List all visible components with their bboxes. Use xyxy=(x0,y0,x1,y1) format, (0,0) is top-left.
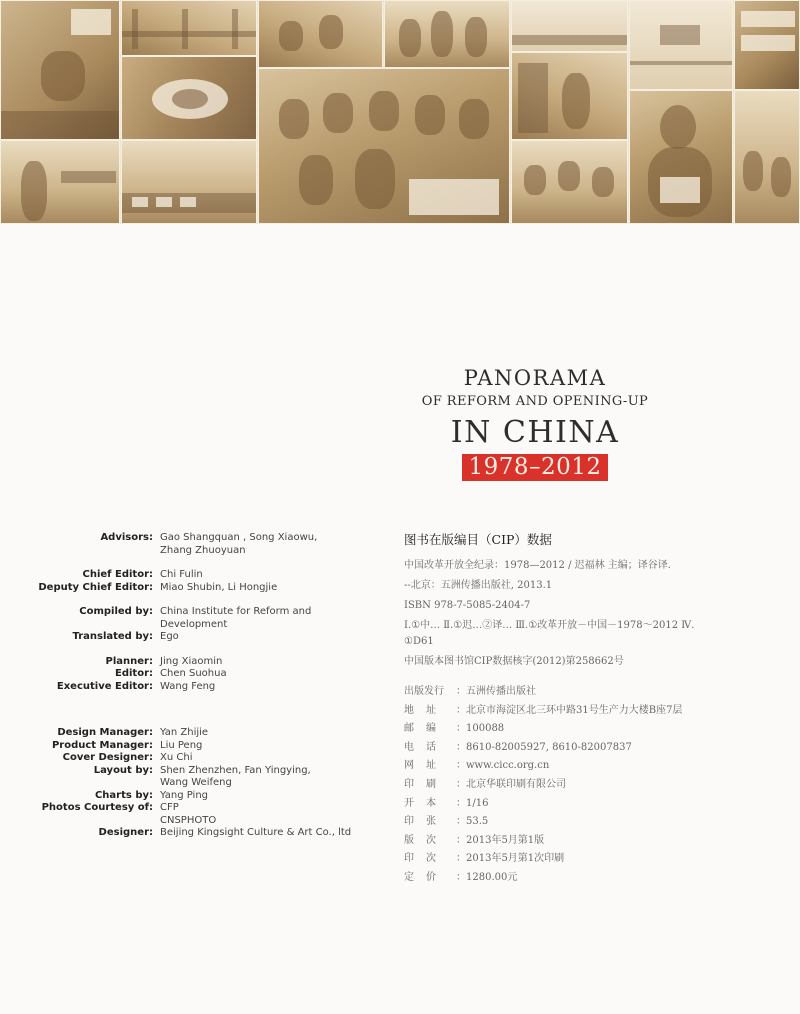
cip-line: ①D61 xyxy=(404,636,434,647)
collage-photo-crowd-right xyxy=(734,90,800,224)
credit-label: Cover Designer: xyxy=(62,752,153,763)
credit-label: Charts by: xyxy=(94,789,153,801)
credit-value xyxy=(160,569,370,582)
credit-label: Photos Courtesy of: xyxy=(41,802,153,813)
book-title-block xyxy=(410,366,660,481)
publication-separator: ： xyxy=(456,834,466,846)
collage-photo-celebration xyxy=(384,0,510,68)
credit-value xyxy=(160,752,370,765)
credit-label: Product Manager: xyxy=(51,739,153,751)
credit-value-line: Development xyxy=(160,618,228,630)
credit-row xyxy=(30,569,370,582)
publication-separator: ： xyxy=(456,816,466,828)
credit-value xyxy=(160,631,370,644)
credit-value xyxy=(160,532,370,557)
collage-photo-stadium xyxy=(121,56,257,140)
title-line-subtitle: OF REFORM AND OPENING-UP xyxy=(421,394,649,409)
collage-photo-factory-hall xyxy=(121,0,257,56)
credit-group xyxy=(30,656,370,694)
credit-value xyxy=(160,606,370,631)
collage-photo-woman-portrait xyxy=(629,90,733,224)
credit-value xyxy=(160,656,370,669)
credit-label: Executive Editor: xyxy=(56,680,153,692)
credit-value xyxy=(160,681,370,694)
credit-value-line: Zhang Zhuoyuan xyxy=(160,544,246,556)
publication-value: 北京华联印刷有限公司 xyxy=(466,778,566,790)
collage-photo-street xyxy=(511,0,628,52)
publication-row xyxy=(404,872,794,884)
publication-value: www.cicc.org.cn xyxy=(466,760,550,772)
publication-key: 开本 xyxy=(404,797,448,809)
credit-value-line: Wang Weifeng xyxy=(160,777,232,788)
collage-photo-factory xyxy=(511,52,628,140)
publication-key: 印刷 xyxy=(404,778,448,790)
title-line-panorama: PANORAMA xyxy=(463,366,607,390)
publication-value: 1280.00元 xyxy=(466,871,518,883)
credit-group xyxy=(30,532,370,557)
photo-collage-banner xyxy=(0,0,800,224)
publication-value: 8610-82005927, 8610-82007837 xyxy=(466,741,632,753)
publication-value: 2013年5月第1次印刷 xyxy=(466,853,565,865)
collage-photo-leaders-meeting xyxy=(258,68,510,224)
credit-label: Design Manager: xyxy=(57,727,153,738)
credit-row xyxy=(30,532,370,557)
credit-value xyxy=(160,582,370,595)
cip-line: 中国改革开放全纪录：1978—2012 / 迟福林 主编；译谷译. xyxy=(404,560,671,571)
credit-value-line: Gao Shangquan , Song Xiaowu, xyxy=(160,532,318,543)
credit-label: Translated by: xyxy=(72,631,153,642)
publication-key: 印张 xyxy=(404,816,448,828)
credit-group xyxy=(30,569,370,594)
credit-value-line: Chi Fulin xyxy=(160,569,203,580)
credit-label: Deputy Chief Editor: xyxy=(38,581,153,593)
publication-row xyxy=(404,760,794,772)
publication-separator: ： xyxy=(456,853,466,865)
publication-row xyxy=(404,686,794,698)
publication-separator: ： xyxy=(456,686,466,697)
publication-row xyxy=(404,705,794,717)
credit-value-line: Jing Xiaomin xyxy=(160,655,223,667)
cip-record-number: 中国版本图书馆CIP数据核字(2012)第258662号 xyxy=(404,656,624,667)
collage-photo-train-station xyxy=(121,140,257,224)
credit-row xyxy=(30,606,370,631)
credit-row xyxy=(30,727,370,740)
credit-value xyxy=(160,668,370,681)
credit-value-line: Wang Feng xyxy=(160,680,216,692)
credit-value xyxy=(160,765,370,790)
publication-key: 网址 xyxy=(404,760,448,772)
collage-photo-children xyxy=(511,140,628,224)
credit-row xyxy=(30,752,370,765)
publication-key: 地址 xyxy=(404,704,448,716)
publication-separator: ： xyxy=(456,723,466,735)
credit-value-line: Ego xyxy=(160,631,179,642)
publication-value: 100088 xyxy=(466,723,505,735)
credit-label: Editor: xyxy=(115,668,153,679)
collage-photo-soldier xyxy=(0,140,120,224)
credit-row xyxy=(30,656,370,669)
credit-label: Planner: xyxy=(105,655,153,667)
credit-label: Designer: xyxy=(98,827,153,838)
credit-value xyxy=(160,802,370,827)
credit-row xyxy=(30,631,370,644)
publication-key: 定价 xyxy=(404,871,448,883)
credit-label: Chief Editor: xyxy=(82,569,153,580)
credit-group xyxy=(30,727,370,840)
collage-photo-truck-road xyxy=(629,0,733,90)
credit-row xyxy=(30,827,370,840)
title-line-in-china: IN CHINA xyxy=(450,415,620,450)
publication-details xyxy=(404,686,794,884)
publication-key: 版次 xyxy=(404,834,448,846)
publication-separator: ： xyxy=(456,704,466,716)
publication-key: 电话 xyxy=(404,741,448,753)
publication-value: 北京市海淀区北三环中路31号生产力大楼B座7层 xyxy=(466,704,683,716)
credit-value-line: Miao Shubin, Li Hongjie xyxy=(160,581,278,593)
cip-line: --北京：五洲传播出版社, 2013.1 xyxy=(404,580,553,591)
credit-row xyxy=(30,740,370,753)
collage-photo-worker xyxy=(0,0,120,140)
publication-value: 1/16 xyxy=(466,797,489,809)
publication-separator: ： xyxy=(456,741,466,753)
credit-value-line: Yan Zhijie xyxy=(160,727,209,738)
publication-separator: ： xyxy=(456,778,466,790)
publication-key: 邮编 xyxy=(404,723,448,735)
credit-value-line: Chen Suohua xyxy=(160,668,227,679)
credit-value xyxy=(160,740,370,753)
publication-row xyxy=(404,723,794,735)
credit-group xyxy=(30,606,370,644)
credit-row xyxy=(30,582,370,595)
credit-value-line: Xu Chi xyxy=(160,752,193,763)
publication-row xyxy=(404,742,794,754)
publication-value: 2013年5月第1版 xyxy=(466,834,545,846)
publication-value: 53.5 xyxy=(466,816,489,828)
publication-row xyxy=(404,798,794,810)
credit-row xyxy=(30,668,370,681)
publication-separator: ： xyxy=(456,871,466,883)
cip-data-block xyxy=(404,530,794,891)
credit-value-line: Beijing Kingsight Culture & Art Co., ltd xyxy=(160,827,352,838)
credit-label: Advisors: xyxy=(100,532,153,543)
credit-row xyxy=(30,765,370,790)
cip-isbn: ISBN 978-7-5085-2404-7 xyxy=(404,600,531,611)
credit-row xyxy=(30,802,370,827)
publication-separator: ： xyxy=(456,797,466,809)
publication-row xyxy=(404,816,794,828)
credit-value-line: Shen Zhenzhen, Fan Yingying, xyxy=(160,764,311,776)
collage-photo-banners xyxy=(734,0,800,90)
credit-label: Compiled by: xyxy=(79,606,153,617)
cip-heading: 图书在版编目（CIP）数据 xyxy=(404,532,552,547)
collage-photo-crowd-small xyxy=(258,0,383,68)
publication-key: 印次 xyxy=(404,853,448,865)
credit-value-line: CFP xyxy=(160,802,179,813)
publication-separator: ： xyxy=(456,760,466,772)
credit-row xyxy=(30,790,370,803)
credits-list xyxy=(30,532,370,852)
publication-key: 出版发行 xyxy=(404,686,444,697)
publication-row xyxy=(404,853,794,865)
credit-value-line: CNSPHOTO xyxy=(160,814,217,826)
credit-value-line: Liu Peng xyxy=(160,739,203,751)
credit-value-line: China Institute for Reform and xyxy=(160,606,312,617)
publication-row xyxy=(404,779,794,791)
publication-row xyxy=(404,835,794,847)
cip-line: Ⅰ.①中… Ⅱ.①迟…②译… Ⅲ.①改革开放－中国－1978～2012 Ⅳ. xyxy=(404,620,695,631)
credit-row xyxy=(30,681,370,694)
title-years-badge: 1978–2012 xyxy=(462,454,607,481)
credit-value xyxy=(160,727,370,740)
credit-value xyxy=(160,827,370,840)
credit-label: Layout by: xyxy=(93,764,153,776)
credit-value-line: Yang Ping xyxy=(160,789,208,801)
publication-value: 五洲传播出版社 xyxy=(466,686,536,697)
credit-value xyxy=(160,790,370,803)
